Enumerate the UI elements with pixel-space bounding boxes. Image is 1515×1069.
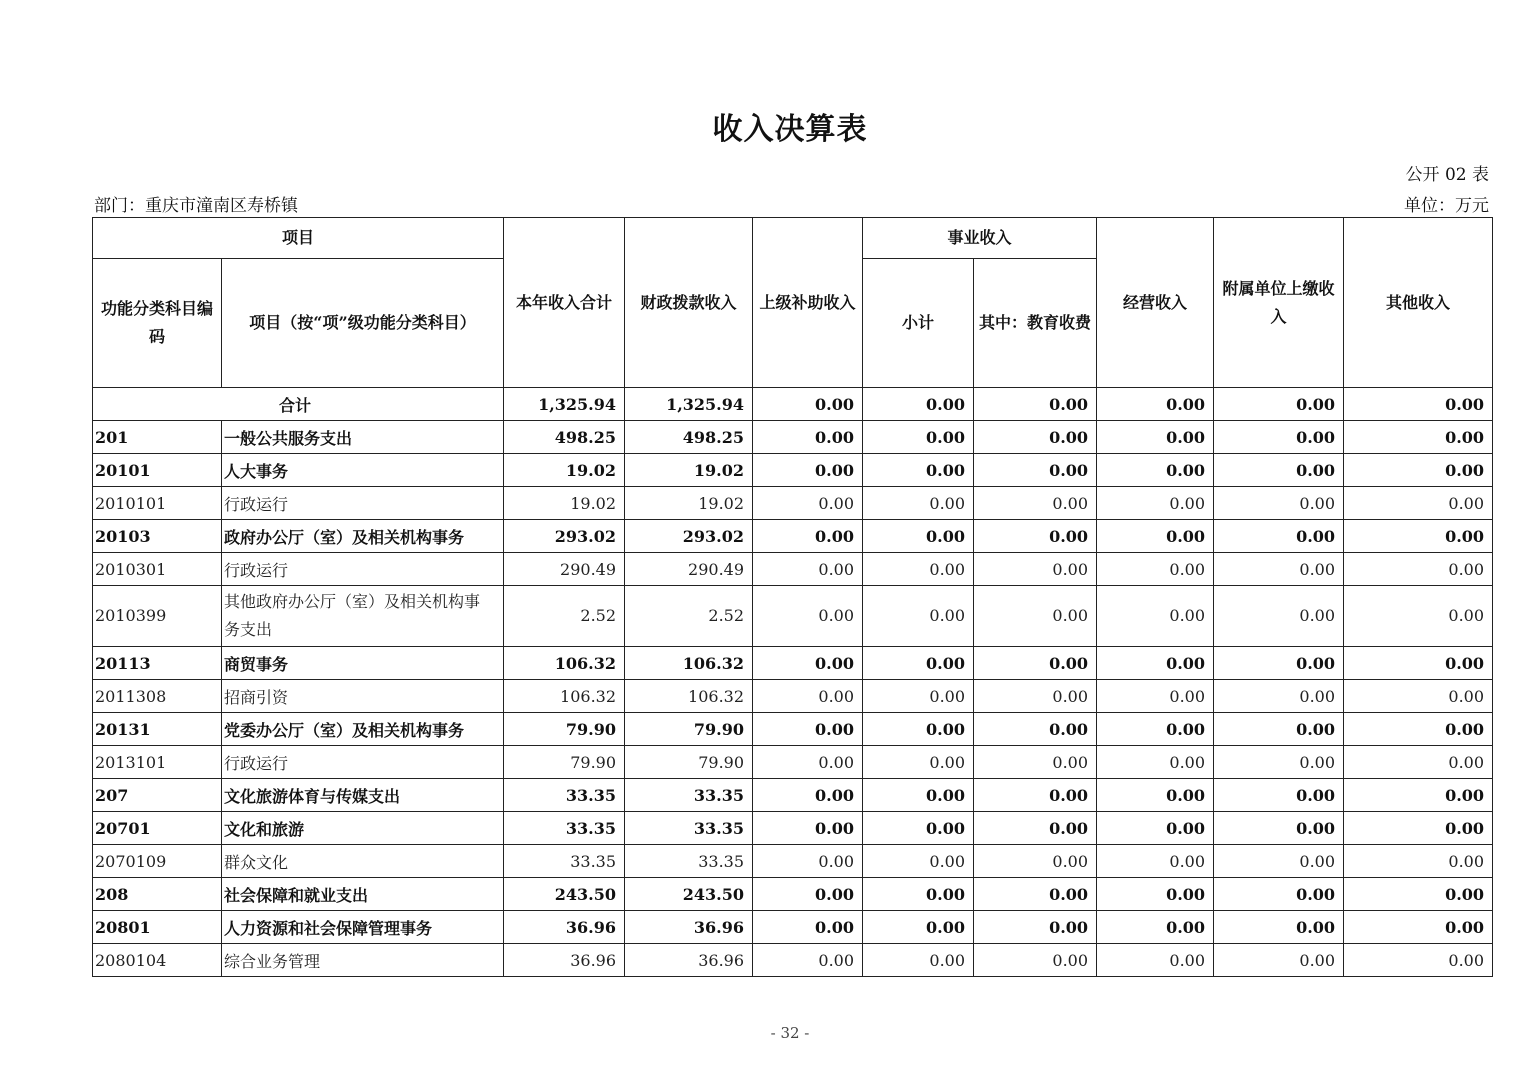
cell-value: 106.32 — [504, 647, 625, 680]
table-row — [93, 454, 1493, 487]
table-row — [93, 647, 1493, 680]
cell-value: 33.35 — [625, 779, 753, 812]
header-fiscal: 财政拨款收入 — [625, 218, 753, 388]
cell-code: 20101 — [93, 454, 222, 487]
header-education: 其中：教育收费 — [974, 259, 1097, 388]
total-cell: 0.00 — [1344, 388, 1493, 421]
header-superior: 上级补助收入 — [753, 218, 863, 388]
cell-value: 0.00 — [863, 553, 974, 586]
cell-value: 243.50 — [504, 878, 625, 911]
total-cell: 0.00 — [1097, 388, 1214, 421]
cell-value: 0.00 — [974, 647, 1097, 680]
cell-value: 0.00 — [753, 713, 863, 746]
cell-name: 文化旅游体育与传媒支出 — [222, 779, 504, 812]
cell-value: 498.25 — [504, 421, 625, 454]
cell-value: 0.00 — [1097, 812, 1214, 845]
cell-value: 0.00 — [753, 553, 863, 586]
table-row — [93, 487, 1493, 520]
cell-value: 0.00 — [1097, 421, 1214, 454]
cell-value: 0.00 — [1097, 713, 1214, 746]
cell-value: 0.00 — [1097, 680, 1214, 713]
total-cell: 0.00 — [753, 388, 863, 421]
cell-code: 208 — [93, 878, 222, 911]
table-row — [93, 553, 1493, 586]
cell-value: 106.32 — [504, 680, 625, 713]
cell-value: 0.00 — [1097, 845, 1214, 878]
total-cell: 0.00 — [974, 388, 1097, 421]
cell-value: 19.02 — [625, 487, 753, 520]
cell-code: 20131 — [93, 713, 222, 746]
cell-value: 0.00 — [1214, 553, 1344, 586]
cell-value: 0.00 — [1344, 779, 1493, 812]
cell-code: 20113 — [93, 647, 222, 680]
cell-value: 36.96 — [625, 911, 753, 944]
table-row — [93, 911, 1493, 944]
cell-value: 0.00 — [753, 421, 863, 454]
department-label: 部门：重庆市潼南区寿桥镇 — [94, 196, 298, 216]
cell-value: 0.00 — [1097, 586, 1214, 647]
cell-value: 0.00 — [974, 878, 1097, 911]
table-row — [93, 878, 1493, 911]
cell-value: 33.35 — [504, 812, 625, 845]
cell-name: 群众文化 — [222, 845, 504, 878]
cell-value: 2.52 — [504, 586, 625, 647]
cell-value: 0.00 — [753, 845, 863, 878]
cell-value: 290.49 — [504, 553, 625, 586]
cell-value: 2.52 — [625, 586, 753, 647]
total-cell: 0.00 — [1214, 388, 1344, 421]
table-row — [93, 944, 1493, 977]
cell-value: 33.35 — [625, 812, 753, 845]
cell-value: 0.00 — [1214, 487, 1344, 520]
cell-name: 其他政府办公厅（室）及相关机构事务支出 — [222, 586, 504, 647]
header-business: 事业收入 — [863, 218, 1097, 259]
cell-value: 106.32 — [625, 680, 753, 713]
cell-value: 0.00 — [1214, 878, 1344, 911]
cell-value: 0.00 — [974, 845, 1097, 878]
total-cell: 1,325.94 — [625, 388, 753, 421]
cell-name: 人大事务 — [222, 454, 504, 487]
cell-value: 79.90 — [504, 713, 625, 746]
cell-value: 0.00 — [753, 812, 863, 845]
cell-value: 0.00 — [1344, 454, 1493, 487]
cell-value: 293.02 — [504, 520, 625, 553]
cell-value: 0.00 — [1214, 454, 1344, 487]
table-row — [93, 746, 1493, 779]
cell-name: 行政运行 — [222, 746, 504, 779]
cell-name: 商贸事务 — [222, 647, 504, 680]
cell-value: 0.00 — [1097, 487, 1214, 520]
cell-value: 498.25 — [625, 421, 753, 454]
cell-value: 0.00 — [863, 779, 974, 812]
cell-value: 0.00 — [1214, 713, 1344, 746]
table-row — [93, 845, 1493, 878]
cell-value: 0.00 — [974, 421, 1097, 454]
cell-value: 0.00 — [974, 454, 1097, 487]
page-number: - 32 - — [770, 1024, 810, 1042]
cell-value: 0.00 — [1214, 586, 1344, 647]
cell-value: 0.00 — [753, 586, 863, 647]
cell-value: 0.00 — [1097, 779, 1214, 812]
cell-value: 0.00 — [863, 680, 974, 713]
cell-value: 293.02 — [625, 520, 753, 553]
cell-value: 19.02 — [504, 487, 625, 520]
cell-value: 0.00 — [1344, 647, 1493, 680]
cell-name: 人力资源和社会保障管理事务 — [222, 911, 504, 944]
table-row — [93, 680, 1493, 713]
cell-value: 0.00 — [1344, 878, 1493, 911]
cell-name: 一般公共服务支出 — [222, 421, 504, 454]
total-row — [93, 388, 1493, 421]
income-table — [92, 217, 1493, 977]
header-total: 本年收入合计 — [504, 218, 625, 388]
cell-value: 0.00 — [1344, 586, 1493, 647]
cell-value: 19.02 — [504, 454, 625, 487]
cell-value: 0.00 — [1097, 746, 1214, 779]
cell-value: 0.00 — [1214, 911, 1344, 944]
cell-value: 0.00 — [974, 779, 1097, 812]
cell-value: 0.00 — [863, 911, 974, 944]
cell-value: 0.00 — [1344, 746, 1493, 779]
cell-value: 0.00 — [1097, 553, 1214, 586]
cell-value: 0.00 — [863, 487, 974, 520]
total-cell: 1,325.94 — [504, 388, 625, 421]
cell-value: 0.00 — [1097, 454, 1214, 487]
cell-value: 0.00 — [974, 944, 1097, 977]
cell-value: 0.00 — [1214, 421, 1344, 454]
table-row — [93, 586, 1493, 647]
cell-value: 0.00 — [1344, 812, 1493, 845]
header-item: 项目 — [93, 218, 504, 259]
cell-value: 0.00 — [974, 680, 1097, 713]
cell-name: 文化和旅游 — [222, 812, 504, 845]
cell-code: 2070109 — [93, 845, 222, 878]
cell-value: 0.00 — [1097, 878, 1214, 911]
cell-value: 0.00 — [1344, 713, 1493, 746]
cell-value: 0.00 — [1344, 911, 1493, 944]
form-number: 公开 02 表 — [1405, 165, 1489, 185]
cell-value: 0.00 — [1344, 520, 1493, 553]
table-row — [93, 713, 1493, 746]
cell-value: 0.00 — [863, 454, 974, 487]
cell-code: 2010399 — [93, 586, 222, 647]
cell-name: 招商引资 — [222, 680, 504, 713]
cell-code: 2010101 — [93, 487, 222, 520]
cell-value: 0.00 — [974, 713, 1097, 746]
cell-value: 0.00 — [1097, 520, 1214, 553]
cell-value: 0.00 — [863, 713, 974, 746]
cell-value: 0.00 — [753, 746, 863, 779]
cell-value: 290.49 — [625, 553, 753, 586]
cell-value: 0.00 — [974, 586, 1097, 647]
cell-name: 社会保障和就业支出 — [222, 878, 504, 911]
cell-value: 0.00 — [974, 746, 1097, 779]
cell-value: 0.00 — [1344, 680, 1493, 713]
cell-value: 0.00 — [863, 878, 974, 911]
page-title: 收入决算表 — [712, 112, 868, 147]
table-row — [93, 421, 1493, 454]
cell-value: 0.00 — [1344, 421, 1493, 454]
cell-value: 0.00 — [974, 487, 1097, 520]
cell-value: 0.00 — [753, 454, 863, 487]
cell-value: 0.00 — [863, 845, 974, 878]
cell-value: 0.00 — [1344, 944, 1493, 977]
total-cell: 0.00 — [863, 388, 974, 421]
cell-value: 0.00 — [1214, 779, 1344, 812]
table-row — [93, 812, 1493, 845]
cell-value: 0.00 — [863, 812, 974, 845]
cell-code: 2080104 — [93, 944, 222, 977]
cell-value: 0.00 — [1214, 812, 1344, 845]
cell-name: 行政运行 — [222, 553, 504, 586]
cell-value: 79.90 — [625, 746, 753, 779]
cell-code: 2011308 — [93, 680, 222, 713]
unit-label: 单位：万元 — [1404, 196, 1489, 216]
cell-value: 0.00 — [1214, 746, 1344, 779]
cell-value: 0.00 — [863, 586, 974, 647]
cell-value: 0.00 — [863, 944, 974, 977]
cell-value: 0.00 — [1344, 845, 1493, 878]
cell-name: 综合业务管理 — [222, 944, 504, 977]
cell-value: 106.32 — [625, 647, 753, 680]
cell-value: 0.00 — [753, 944, 863, 977]
cell-value: 0.00 — [1214, 845, 1344, 878]
header-operating: 经营收入 — [1097, 218, 1214, 388]
cell-value: 79.90 — [504, 746, 625, 779]
cell-code: 2010301 — [93, 553, 222, 586]
cell-value: 0.00 — [1214, 647, 1344, 680]
cell-value: 36.96 — [504, 911, 625, 944]
cell-value: 0.00 — [753, 487, 863, 520]
cell-value: 19.02 — [625, 454, 753, 487]
cell-value: 0.00 — [753, 779, 863, 812]
cell-value: 33.35 — [625, 845, 753, 878]
cell-value: 36.96 — [504, 944, 625, 977]
header-other: 其他收入 — [1344, 218, 1493, 388]
cell-name: 党委办公厅（室）及相关机构事务 — [222, 713, 504, 746]
cell-value: 0.00 — [753, 520, 863, 553]
cell-value: 36.96 — [625, 944, 753, 977]
cell-value: 0.00 — [1097, 647, 1214, 680]
cell-name: 行政运行 — [222, 487, 504, 520]
cell-value: 33.35 — [504, 779, 625, 812]
cell-value: 0.00 — [863, 520, 974, 553]
cell-value: 0.00 — [863, 647, 974, 680]
header-subtotal: 小计 — [863, 259, 974, 388]
cell-value: 79.90 — [625, 713, 753, 746]
cell-value: 0.00 — [1097, 944, 1214, 977]
cell-value: 243.50 — [625, 878, 753, 911]
cell-value: 0.00 — [1344, 487, 1493, 520]
cell-code: 2013101 — [93, 746, 222, 779]
cell-value: 0.00 — [753, 878, 863, 911]
cell-value: 0.00 — [863, 421, 974, 454]
cell-value: 0.00 — [753, 647, 863, 680]
cell-code: 20103 — [93, 520, 222, 553]
cell-value: 0.00 — [1214, 680, 1344, 713]
header-affiliated: 附属单位上缴收入 — [1214, 218, 1344, 388]
cell-value: 0.00 — [1214, 944, 1344, 977]
cell-value: 0.00 — [1344, 553, 1493, 586]
cell-name: 政府办公厅（室）及相关机构事务 — [222, 520, 504, 553]
table-row — [93, 520, 1493, 553]
cell-value: 0.00 — [1097, 911, 1214, 944]
cell-value: 0.00 — [974, 520, 1097, 553]
cell-value: 0.00 — [753, 911, 863, 944]
total-label: 合计 — [93, 388, 504, 421]
cell-code: 20701 — [93, 812, 222, 845]
cell-value: 0.00 — [974, 553, 1097, 586]
cell-value: 0.00 — [1214, 520, 1344, 553]
header-code: 功能分类科目编码 — [93, 259, 222, 388]
cell-code: 201 — [93, 421, 222, 454]
cell-value: 0.00 — [974, 911, 1097, 944]
cell-value: 0.00 — [863, 746, 974, 779]
cell-code: 207 — [93, 779, 222, 812]
cell-value: 0.00 — [974, 812, 1097, 845]
cell-value: 0.00 — [753, 680, 863, 713]
cell-code: 20801 — [93, 911, 222, 944]
cell-value: 33.35 — [504, 845, 625, 878]
header-name: 项目（按“项”级功能分类科目） — [222, 259, 504, 388]
table-row — [93, 779, 1493, 812]
